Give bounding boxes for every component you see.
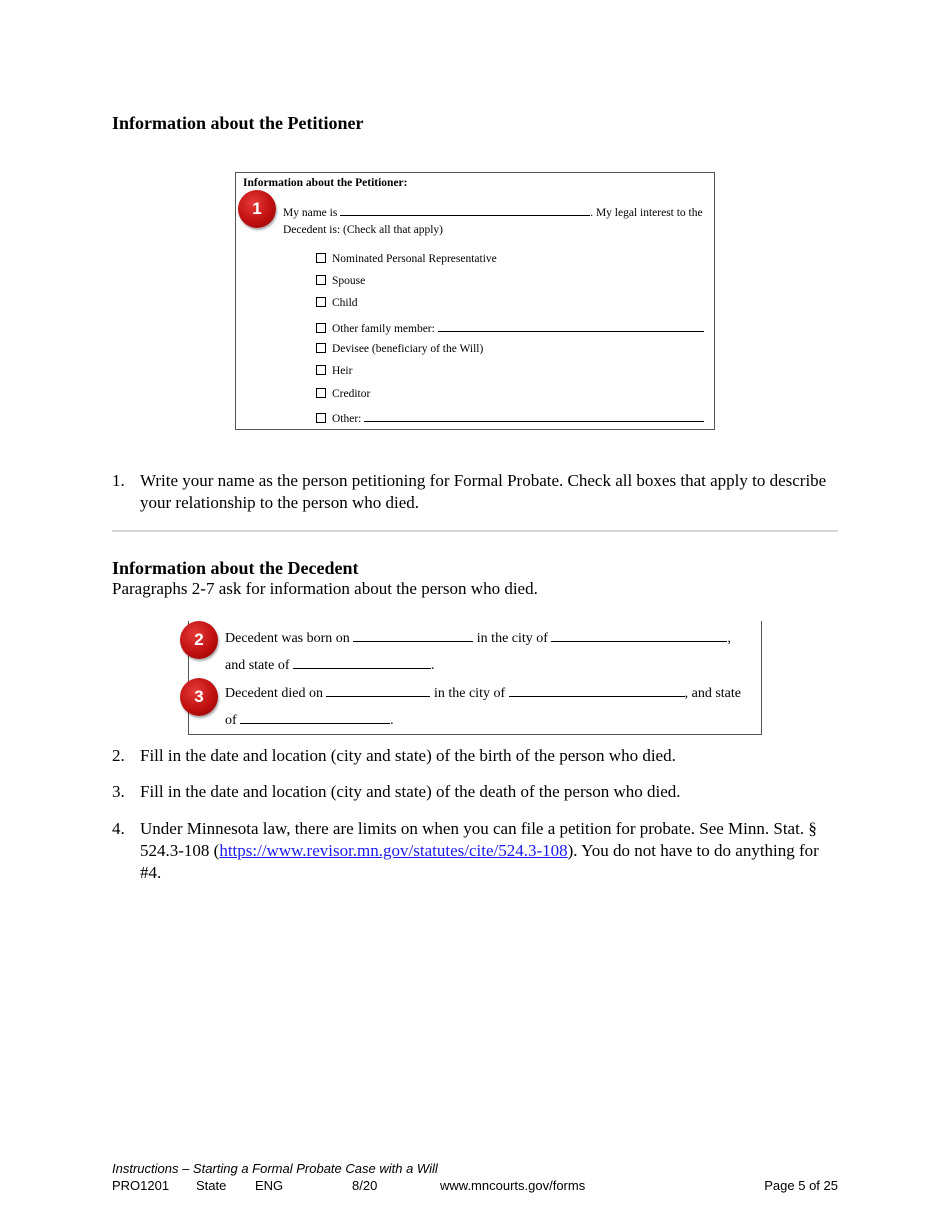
option-row [316,275,365,287]
step-badge-3: 3 [180,678,218,716]
instruction-1 [112,470,838,514]
of-label: of [225,713,237,728]
instruction-2 [112,745,838,767]
instruction-text-post: ). You do not have to do anything for #4. [140,841,819,882]
list-number: 2. [112,746,125,765]
option-label: Heir [332,365,353,377]
and-state-label: , and state [684,686,741,701]
birth-state-line [225,655,435,674]
instruction-text: Fill in the date and location (city and state) of the birth of the person who died. [140,746,676,765]
birth-city-blank [551,628,727,642]
option-label: Creditor [332,388,371,400]
section-intro: Paragraphs 2-7 ask for information about the person who died. [112,579,538,598]
instruction-text-pre: Under Minnesota law, there are limits on when you can file a petition for probate. See Minn. Stat. § 524.3-108 ( [140,819,817,860]
instruction-4 [112,818,838,884]
step-badge-1: 1 [238,190,276,228]
death-state-blank [240,710,390,724]
death-state-line [225,710,394,729]
born-on-label: Decedent was born on [225,631,350,646]
birth-state-blank [293,655,431,669]
list-number: 4. [112,819,125,838]
footer-meta [112,1178,838,1196]
footer-state: State [196,1178,227,1193]
other-family-blank [438,320,704,332]
instruction-3 [112,781,838,803]
form-title: Information about the Petitioner: [243,177,408,189]
birth-date-blank [353,628,473,642]
checkbox [316,365,326,375]
option-row [316,410,704,425]
list-number: 1. [112,471,125,490]
died-on-label: Decedent died on [225,686,323,701]
death-line [225,683,741,702]
period: . [431,658,435,673]
list-number: 3. [112,782,125,801]
page-number: Page 5 of 25 [764,1178,838,1193]
decedent-form-excerpt [188,621,762,735]
death-city-blank [509,683,685,697]
instruction-text: Fill in the date and location (city and state) of the death of the person who died. [140,782,681,801]
checkbox [316,343,326,353]
footer-title: Instructions – Starting a Formal Probate Case with a Will [112,1161,438,1176]
option-label: Other: [332,413,362,425]
in-city-label: in the city of [476,631,548,646]
checkbox [316,413,326,423]
comma: , [727,631,731,646]
option-row [316,297,358,309]
section-heading-decedent: Information about the Decedent [112,558,359,578]
checkbox [316,253,326,263]
birth-line [225,628,731,647]
option-row [316,343,483,355]
other-blank [364,410,704,422]
my-name-label: My name is [283,207,338,219]
decedent-is-label: Decedent is: (Check all that apply) [283,224,443,236]
instruction-text: Write your name as the person petitioning for Formal Probate. Check all boxes that apply to describe your relationship to the person who died. [140,471,827,512]
name-blank [340,204,590,216]
my-name-line [283,204,703,219]
instruction-text [140,818,838,884]
step-badge-2: 2 [180,621,218,659]
option-row [316,253,497,265]
checkbox [316,388,326,398]
option-label: Other family member: [332,323,435,335]
statute-link[interactable]: https://www.revisor.mn.gov/statutes/cite/524.3-108 [219,841,568,860]
footer-date: 8/20 [352,1178,378,1193]
legal-interest-label: . My legal interest to the [590,207,703,219]
option-row [316,320,704,335]
section-heading-petitioner: Information about the Petitioner [112,113,364,133]
option-label: Child [332,297,358,309]
footer-url: www.mncourts.gov/forms [440,1178,586,1193]
option-row [316,388,370,400]
section-divider [112,530,838,532]
checkbox [316,323,326,333]
in-city-label: in the city of [433,686,506,701]
checkbox [316,297,326,307]
option-row [316,365,352,377]
checkbox [316,275,326,285]
state-label: and state of [225,658,290,673]
option-label: Nominated Personal Representative [332,253,497,265]
option-label: Spouse [332,275,366,287]
death-date-blank [326,683,430,697]
footer-language: ENG [255,1178,284,1193]
petitioner-form-excerpt [235,172,715,430]
form-code: PRO1201 [112,1178,170,1193]
option-label: Devisee (beneficiary of the Will) [332,343,484,355]
period: . [390,713,394,728]
